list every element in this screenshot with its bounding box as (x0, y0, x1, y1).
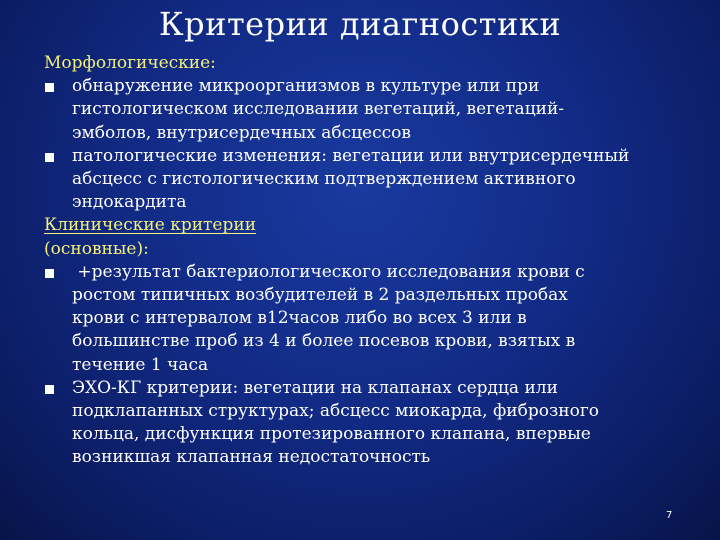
square-bullet-icon (45, 385, 54, 394)
bullet-line: крови с интервалом в12часов либо во всех 3 или в (72, 308, 527, 329)
bullet-line: ЭХО-КГ критерии: вегетации на клапанах сердца или (72, 377, 558, 398)
bullet-line: +результат бактериологического исследования крови с (72, 261, 585, 282)
bullet-line: эндокардита (72, 192, 187, 213)
square-bullet-icon (45, 269, 54, 278)
bullet-line: обнаружение микроорганизмов в культуре или при (72, 76, 540, 97)
clinical-subheading: (основные): (44, 238, 149, 259)
bullet-line: патологические изменения: вегетации или внутрисердечный (72, 145, 630, 166)
bullet-line: абсцесс с гистологическим подтверждением активного (72, 169, 576, 190)
bullet-line: гистологическом исследовании вегетаций, вегетаций- (72, 99, 565, 120)
bullet-line: течение 1 часа (72, 354, 209, 375)
bullet-line: подклапанных структурах; абсцесс миокарда, фиброзного (72, 401, 599, 422)
morphological-item-2 (44, 145, 694, 215)
clinical-heading: Клинические критерии (44, 215, 257, 236)
bullet-line: ростом типичных возбудителей в 2 раздельных пробах (72, 285, 568, 306)
clinical-item-1 (44, 261, 694, 377)
bullet-line: большинстве проб из 4 и более посевов крови, взятых в (72, 331, 576, 352)
square-bullet-icon (45, 83, 54, 92)
page-number: 7 (666, 510, 673, 521)
slide-content (44, 52, 694, 470)
clinical-item-2 (44, 377, 694, 470)
bullet-line: возникшая клапанная недостаточность (72, 447, 431, 468)
slide-title: Критерии диагностики (158, 5, 562, 43)
morphological-heading: Морфологические: (44, 53, 216, 73)
bullet-line: кольца, дисфункция протезированного клапана, впервые (72, 424, 591, 445)
bullet-line: эмболов, внутрисердечных абсцессов (72, 122, 411, 143)
morphological-item-1 (44, 75, 694, 145)
square-bullet-icon (45, 153, 54, 162)
